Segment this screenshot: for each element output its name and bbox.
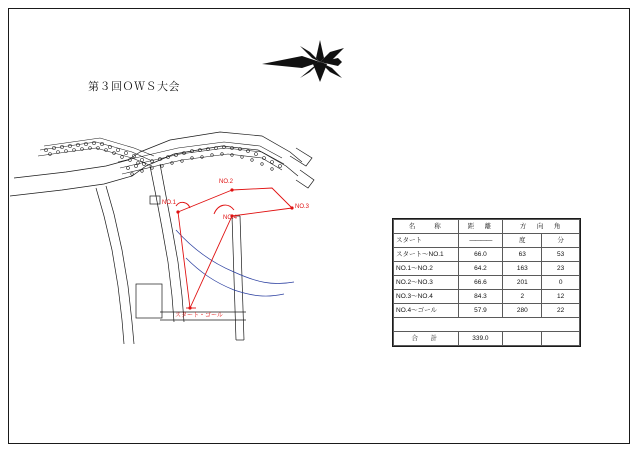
row-name: NO.1〜NO.2	[394, 262, 459, 276]
row-distance: ————	[458, 234, 503, 248]
row-minute: 12	[542, 290, 580, 304]
row-minute: 0	[542, 276, 580, 290]
row-distance: 84.3	[458, 290, 503, 304]
table-row	[394, 262, 580, 276]
row-minute: 53	[542, 248, 580, 262]
table-row	[394, 276, 580, 290]
spacer-cell	[394, 318, 580, 332]
row-minute: 23	[542, 262, 580, 276]
race-course-markers	[176, 188, 293, 309]
row-name: スタート〜NO.1	[394, 248, 459, 262]
row-degree: 2	[503, 290, 542, 304]
table-row	[394, 234, 580, 248]
row-distance: 66.6	[458, 276, 503, 290]
header-name: 名 称	[394, 220, 459, 234]
table-row	[394, 304, 580, 318]
row-distance: 57.9	[458, 304, 503, 318]
row-degree: 201	[503, 276, 542, 290]
page-title: 第３回ＯＷＳ大会	[88, 81, 180, 93]
header-direction: 方 向 角	[503, 220, 580, 234]
water-contours	[176, 230, 294, 296]
table-row	[394, 290, 580, 304]
row-name: NO.3〜NO.4	[394, 290, 459, 304]
pier-structure	[232, 216, 244, 340]
route-label-no1: NO.1	[162, 200, 177, 206]
total-degree	[503, 332, 542, 346]
table-total-row	[394, 332, 580, 346]
row-degree: 163	[503, 262, 542, 276]
route-label-start-goal: スタート・ゴール	[175, 313, 223, 319]
total-label: 合 計	[394, 332, 459, 346]
row-minute: 22	[542, 304, 580, 318]
total-minute	[542, 332, 580, 346]
row-degree: 63	[503, 248, 542, 262]
north-arrow-icon	[262, 40, 344, 82]
row-name: NO.4〜ゴール	[394, 304, 459, 318]
row-degree: 280	[503, 304, 542, 318]
route-label-no3: NO.3	[295, 204, 310, 210]
route-label-no4: NO.4	[223, 215, 238, 221]
row-distance: 66.0	[458, 248, 503, 262]
table-header-row	[394, 220, 580, 234]
total-distance: 339.0	[458, 332, 503, 346]
header-distance: 距 離	[458, 220, 503, 234]
row-degree: 度	[503, 234, 542, 248]
course-distance-table	[392, 218, 581, 347]
buildings	[136, 196, 162, 318]
row-minute: 分	[542, 234, 580, 248]
row-name: スタート	[394, 234, 459, 248]
route-label-no2: NO.2	[219, 179, 234, 185]
row-distance: 64.2	[458, 262, 503, 276]
table-row	[394, 248, 580, 262]
table-spacer-row	[394, 318, 580, 332]
row-name: NO.2〜NO.3	[394, 276, 459, 290]
